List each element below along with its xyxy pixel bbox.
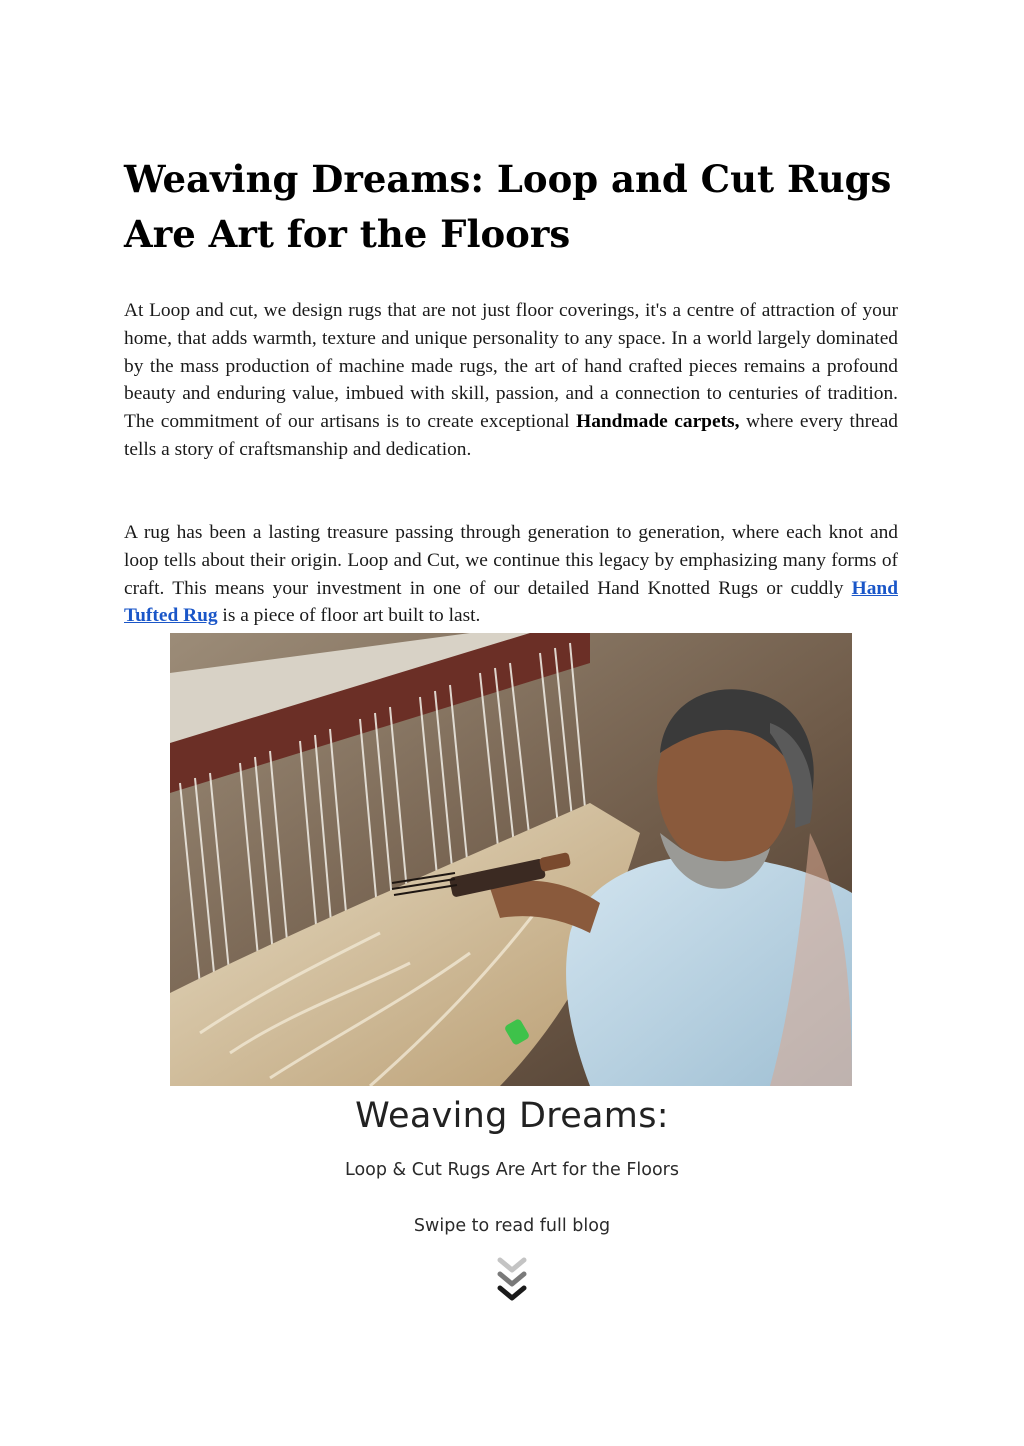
swipe-cta[interactable]: Swipe to read full blog bbox=[413, 1216, 611, 1236]
double-chevron-down-icon[interactable] bbox=[496, 1256, 528, 1306]
artisan-weaving-photo bbox=[170, 633, 852, 1086]
banner-title: Weaving Dreams: bbox=[355, 1096, 669, 1136]
legacy-text-start: A rug has been a lasting treasure passing through generation to generation, where each knot and loop tells about their origin. Loop and Cut, we continue this legacy by emphasizing many forms of craft. This means your investment in one of our detailed Hand Knotted Rugs or cuddly bbox=[124, 522, 898, 599]
hand-tufted-rug-link[interactable]: Hand Tufted Rug bbox=[124, 577, 898, 627]
page-title: Weaving Dreams: Loop and Cut Rugs Are Art for the Floors bbox=[124, 157, 892, 256]
intro-paragraph bbox=[124, 297, 898, 464]
legacy-paragraph bbox=[124, 519, 898, 630]
handmade-carpets-bold: Handmade carpets, bbox=[576, 411, 740, 433]
legacy-text-end: is a piece of floor art built to last. bbox=[217, 605, 481, 627]
banner-subtitle: Loop & Cut Rugs Are Art for the Floors bbox=[345, 1160, 679, 1180]
intro-text-start: At Loop and cut, we design rugs that are not just floor coverings, it's a centre of attraction of your home, that adds warmth, texture and unique personality to any space. In a world largely dominated by the mass production of machine made rugs, the art of hand crafted pieces remains a profound beauty and enduring value, imbued with skill, passion, and a connection to centuries of tradition. The commitment of our artisans is to create exceptional bbox=[124, 300, 898, 433]
intro-text-end: where every thread tells a story of craftsmanship and dedication. bbox=[124, 411, 899, 460]
